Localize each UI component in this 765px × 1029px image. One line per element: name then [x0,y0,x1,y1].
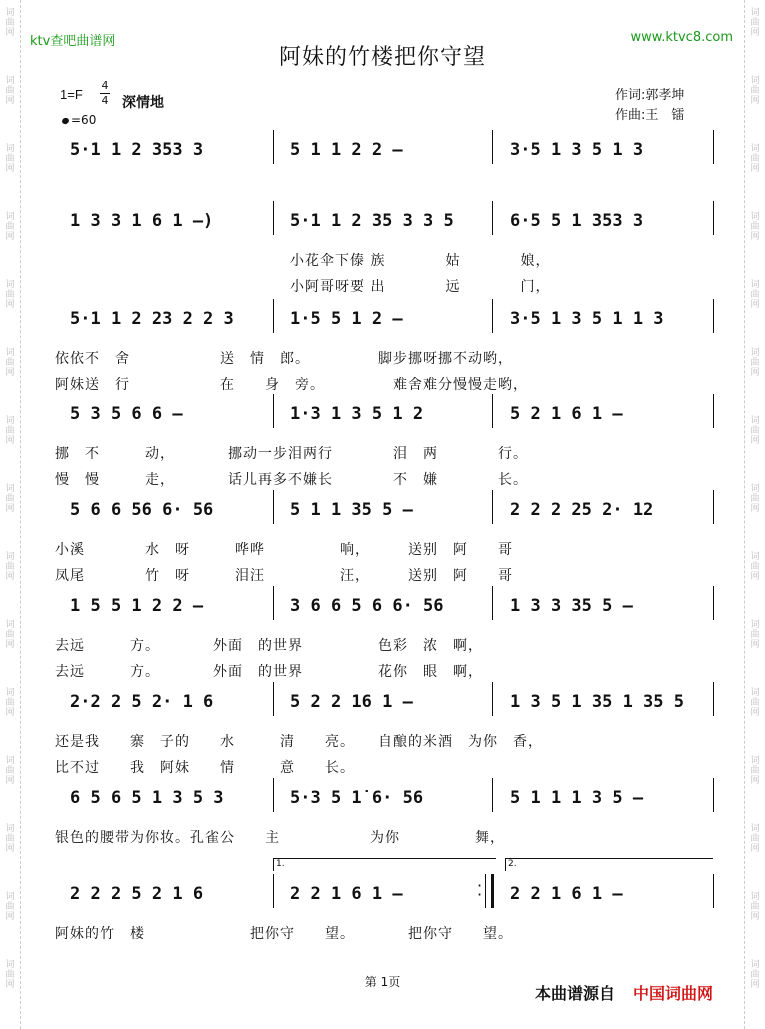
barline [713,874,714,908]
credits [615,86,684,126]
time-signature-top: 4 [101,79,109,92]
lyric-line: 小阿哥呀要 出 远 门， [290,279,551,295]
barline [492,299,493,333]
measure: 5·3 5 1̇ 6· 56 [290,788,424,808]
volta-bracket: 1. [273,858,496,871]
tempo-mark [62,113,96,127]
volta-bracket: 2. [505,858,713,871]
notes-row [55,692,720,716]
barline [492,130,493,164]
quarter-note-icon [61,117,70,125]
lyric-line: 还是我 寨 子的 水 清 亮。 自酿的米酒 为你 香， [55,734,543,750]
source-credit [535,981,713,1004]
measure: 5 2 2 16 1 – [290,692,413,712]
edge-watermark-text: 词 曲 网 [750,960,760,990]
site-name-left: ktv查吧曲谱网 [30,34,116,49]
lyric-line: 银色的腰带为你妆。孔雀公 主 为你 舞， [55,830,505,846]
notes-row [55,140,720,164]
time-signature [100,80,110,107]
notes-row [55,596,720,620]
lyric-line: 小溪 水 呀 哗哗 响， 送别 阿 哥 [55,542,513,558]
measure: 1 3 5 1 35 1 35 5 [510,692,684,712]
source-label: 本曲谱源自 [535,984,616,1003]
edge-watermark-text: 词 曲 网 [750,8,760,38]
notes-row [55,404,720,428]
measure: 5·1 1 2 35 3 3 5 [290,211,454,231]
edge-watermark-text: 词 曲 网 [750,76,760,106]
measure: 5 6 6 56 6· 56 [70,500,214,520]
edge-watermark-text: 词 曲 网 [5,756,15,786]
notes-row [55,788,720,812]
edge-watermark-text: 词 曲 网 [750,280,760,310]
measure: 2 2 2 25 2· 12 [510,500,654,520]
edge-watermark-text: 词 曲 网 [5,620,15,650]
barline [492,778,493,812]
lyric-line: 阿妹送 行 在 身 旁。 难舍难分慢慢走哟， [55,377,528,393]
lyric-line: 挪 不 动， 挪动一步泪两行 泪 两 行。 [55,446,528,462]
barline [492,394,493,428]
barline [492,682,493,716]
edge-watermark-text: 词 曲 网 [750,620,760,650]
measure: 6 5 6 5 1 3 5 3 [70,788,224,808]
notes-row [55,884,720,908]
barline [713,394,714,428]
edge-watermark-text: 词 曲 网 [750,688,760,718]
barline [492,490,493,524]
repeat-barline [485,874,494,908]
barline [492,586,493,620]
song-title: 阿妹的竹楼把你守望 [278,45,486,70]
measure: 5 2 1 6 1 – [510,404,623,424]
barline [713,490,714,524]
edge-watermark-text: 词 曲 网 [750,824,760,854]
edge-watermark-text: 词 曲 网 [5,8,15,38]
composer-credit: 作曲:王 镭 [615,108,685,123]
measure: 2·2 2 5 2· 1 6 [70,692,214,712]
measure: 5·1 1 2 23 2 2 3 [70,309,234,329]
measure: 5 3 5 6 6 – [70,404,183,424]
measure: 1 3 3 35 5 – [510,596,633,616]
edge-watermark-text: 词 曲 网 [5,280,15,310]
notes-row [55,500,720,524]
barline [273,682,274,716]
lyric-line: 去远 方。 外面 的世界 色彩 浓 啊， [55,638,483,654]
barline [273,299,274,333]
time-signature-bottom: 4 [101,94,109,107]
notes-row [55,211,720,235]
lyric-line: 慢 慢 走， 话儿再多不嫌长 不 嫌 长。 [55,472,528,488]
measure: 1·3 1 3 5 1 2 [290,404,424,424]
measure: 6·5 5 1 353 3 [510,211,644,231]
edge-watermark-text: 词 曲 网 [750,416,760,446]
expression-mark: 深情地 [122,95,164,111]
barline [713,299,714,333]
barline [273,130,274,164]
lyric-line: 比不过 我 阿妹 情 意 长。 [55,760,355,776]
barline [713,201,714,235]
edge-watermark-text: 词 曲 网 [750,144,760,174]
measure: 2 2 1 6 1 – [510,884,623,904]
measure: 3·5 1 3 5 1 1 3 [510,309,664,329]
measure: 3·5 1 3 5 1 3 [510,140,644,160]
notes-row [55,309,720,333]
key-signature: 1=F [60,87,83,102]
repeat-dots: · · [477,876,483,904]
edge-watermark-text: 词 曲 网 [5,552,15,582]
edge-watermark-text: 词 曲 网 [750,348,760,378]
edge-watermark-text: 词 曲 网 [750,756,760,786]
edge-watermark-text: 词 曲 网 [5,960,15,990]
barline [273,201,274,235]
edge-watermark-text: 词 曲 网 [5,76,15,106]
measure: 1 3 3 1 6 1 –) [70,211,214,231]
lyricist-credit: 作词:郭孝坤 [615,88,685,103]
measure: 5 1 1 2 2 – [290,140,403,160]
barline [713,682,714,716]
barline [713,778,714,812]
lyric-line: 去远 方。 外面 的世界 花你 眼 啊， [55,664,483,680]
measure: 5 1 1 1 3 5 – [510,788,644,808]
site-url-right: www.ktvc8.com [630,30,733,45]
tempo-value: =60 [71,113,97,127]
edge-watermark-text: 词 曲 网 [5,892,15,922]
barline [492,201,493,235]
edge-watermark-text: 词 曲 网 [5,484,15,514]
barline [273,490,274,524]
source-brand: 中国词曲网 [633,984,714,1003]
edge-watermark-text: 词 曲 网 [5,824,15,854]
edge-watermark-text: 词 曲 网 [5,144,15,174]
edge-watermark-text: 词 曲 网 [5,416,15,446]
lyric-line: 依依不 舍 送 情 郎。 脚步挪呀挪不动哟， [55,351,513,367]
measure: 1·5 5 1 2 – [290,309,403,329]
edge-watermark-text: 词 曲 网 [750,484,760,514]
barline [273,586,274,620]
barline [273,394,274,428]
right-edge-watermark [744,0,765,1029]
measure: 1 5 5 1 2 2 – [70,596,204,616]
barline [713,130,714,164]
barline [713,586,714,620]
edge-watermark-text: 词 曲 网 [750,892,760,922]
edge-watermark-text: 词 曲 网 [5,688,15,718]
lyric-line: 凤尾 竹 呀 泪汪 汪， 送别 阿 哥 [55,568,513,584]
edge-watermark-text: 词 曲 网 [5,348,15,378]
edge-watermark-text: 词 曲 网 [750,212,760,242]
lyric-line: 阿妹的竹 楼 把你守 望。 把你守 望。 [55,926,513,942]
barline [273,874,274,908]
measure: 2 2 1 6 1 – [290,884,403,904]
measure: 2 2 2 5 2 1 6 [70,884,204,904]
barline [273,778,274,812]
edge-watermark-text: 词 曲 网 [750,552,760,582]
left-edge-watermark [0,0,21,1029]
measure: 3 6 6 5 6 6· 56 [290,596,444,616]
page-number: 第 1页 [364,975,401,989]
measure: 5·1 1 2 353 3 [70,140,204,160]
measure: 5 1 1 35 5 – [290,500,413,520]
lyric-line: 小花伞下傣 族 姑 娘， [290,253,551,269]
edge-watermark-text: 词 曲 网 [5,212,15,242]
